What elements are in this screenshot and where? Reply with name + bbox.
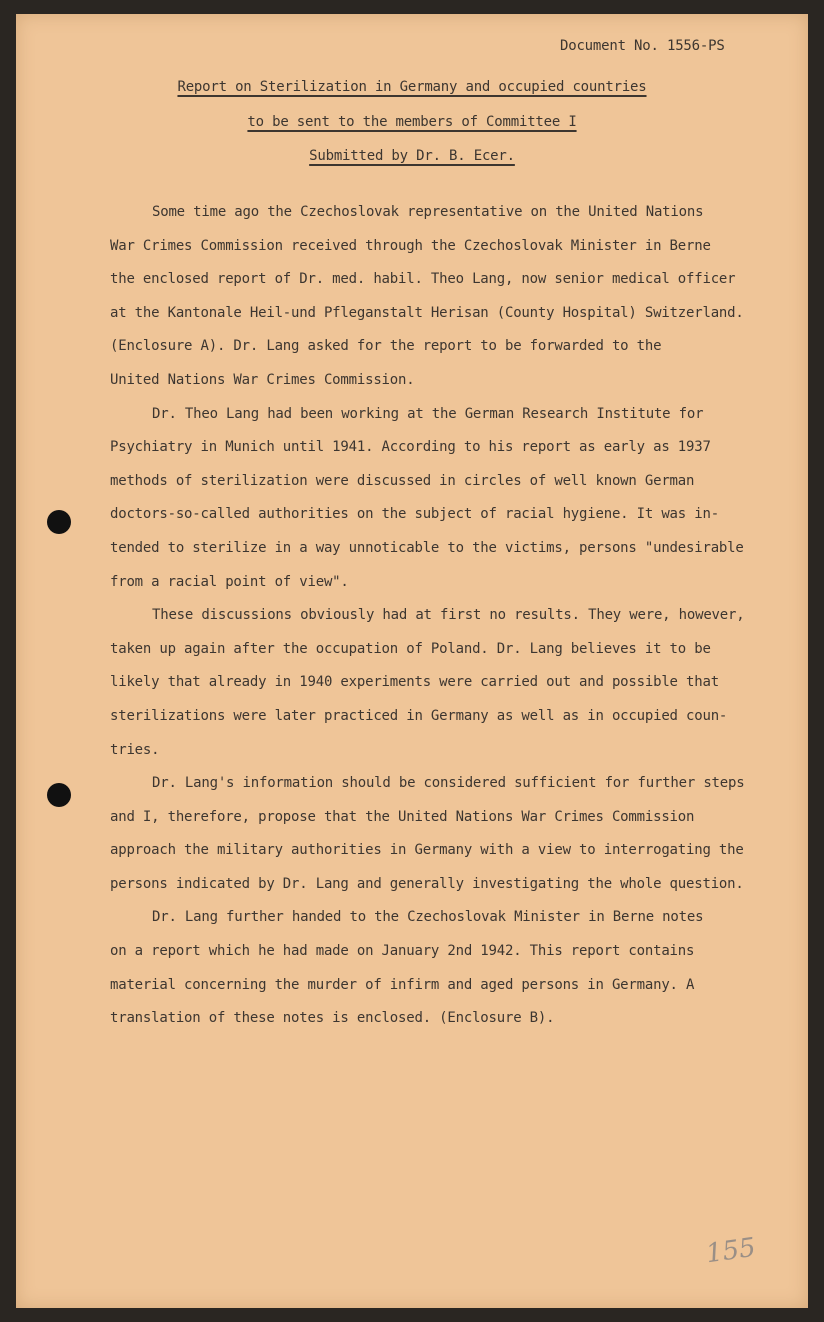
text-line: on a report which he had made on January 2nd 1942. This report contains <box>110 943 695 960</box>
document-page <box>16 14 808 1308</box>
text-line: doctors-so-called authorities on the subject of racial hygiene. It was in- <box>110 506 719 523</box>
text-line: persons indicated by Dr. Lang and generally investigating the whole question. <box>110 875 744 892</box>
text-line: tries. <box>110 741 160 758</box>
text-line: Psychiatry in Munich until 1941. According to his report as early as 1937 <box>110 439 711 456</box>
text-line: the enclosed report of Dr. med. habil. Theo Lang, now senior medical officer <box>110 271 736 288</box>
text-line: and I, therefore, propose that the United Nations War Crimes Commission <box>110 808 695 825</box>
text-line: from a racial point of view". <box>110 573 349 590</box>
report-title <box>16 79 808 95</box>
text-line: United Nations War Crimes Commission. <box>110 371 415 388</box>
report-author-text: Submitted by Dr. B. Ecer. <box>309 148 515 164</box>
handwritten-folio-number: 155 <box>704 1232 758 1270</box>
report-body <box>110 196 760 1036</box>
text-line: material concerning the murder of infirm and aged persons in Germany. A <box>110 976 695 993</box>
text-line: at the Kantonale Heil-und Pfleganstalt Herisan (County Hospital) Switzerland. <box>110 304 744 321</box>
text-line: tended to sterilize in a way unnoticable to the victims, persons "undesirable <box>110 539 744 556</box>
document-number: Document No. 1556-PS <box>560 38 725 54</box>
text-line: Dr. Lang further handed to the Czechoslovak Minister in Berne notes <box>152 909 704 926</box>
report-subtitle-text: to be sent to the members of Committee I <box>247 114 577 130</box>
punch-hole <box>47 783 71 807</box>
paragraph <box>110 599 760 767</box>
report-subtitle <box>16 114 808 130</box>
paragraph <box>110 196 760 398</box>
report-title-text: Report on Sterilization in Germany and occupied countries <box>177 79 647 95</box>
text-line: translation of these notes is enclosed. (Enclosure B). <box>110 1010 555 1027</box>
text-line: taken up again after the occupation of Poland. Dr. Lang believes it to be <box>110 640 711 657</box>
text-line: Some time ago the Czechoslovak representative on the United Nations <box>152 204 704 220</box>
punch-hole <box>47 510 71 534</box>
text-line: War Crimes Commission received through the Czechoslovak Minister in Berne <box>110 237 711 254</box>
text-line: Dr. Theo Lang had been working at the German Research Institute for <box>152 405 704 422</box>
text-line: approach the military authorities in Germany with a view to interrogating the <box>110 842 744 859</box>
text-line: (Enclosure A). Dr. Lang asked for the report to be forwarded to the <box>110 338 662 355</box>
report-author <box>16 148 808 164</box>
text-line: Dr. Lang's information should be considered sufficient for further steps <box>152 775 745 792</box>
paragraph <box>110 767 760 901</box>
text-line: sterilizations were later practiced in Germany as well as in occupied coun- <box>110 707 728 724</box>
text-line: likely that already in 1940 experiments were carried out and possible that <box>110 674 719 691</box>
paragraph <box>110 901 760 1035</box>
paragraph <box>110 398 760 600</box>
text-line: methods of sterilization were discussed in circles of well known German <box>110 472 695 489</box>
text-line: These discussions obviously had at first no results. They were, however, <box>152 607 745 624</box>
